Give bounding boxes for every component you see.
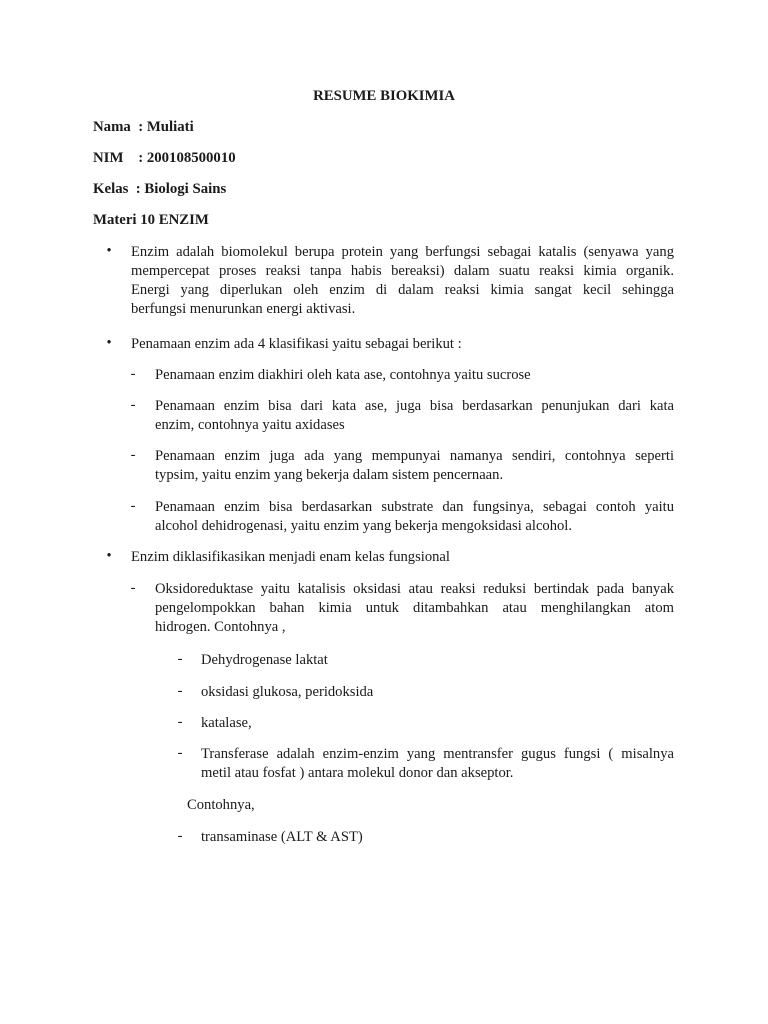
paragraph-line: mempercepat proses reaksi tanpa habis bereaksi) dalam suatu reaksi kimia organik. bbox=[131, 263, 674, 279]
paragraph-line: berfungsi menurunkan energi aktivasi. bbox=[131, 301, 356, 317]
example-line: katalase, bbox=[201, 715, 252, 731]
paragraph-naming bbox=[131, 335, 674, 354]
dash-marker: - bbox=[177, 714, 183, 730]
item-line: enzim, contohnya yaitu axidases bbox=[155, 417, 345, 433]
dash-marker: - bbox=[177, 745, 183, 761]
example-item-2 bbox=[201, 683, 674, 702]
paragraph-line: Enzim diklasifikasikan menjadi enam kelas fungsional bbox=[131, 549, 450, 565]
item-line: typsim, yaitu enzim yang bekerja dalam sistem pencernaan. bbox=[155, 467, 504, 483]
item-line: pengelompokkan bahan kimia untuk ditambahkan atau menghilangkan atom bbox=[155, 600, 674, 616]
name-label: Nama : bbox=[93, 119, 147, 135]
dash-marker: - bbox=[177, 651, 183, 667]
nim-value: 200108500010 bbox=[146, 150, 236, 166]
class-row bbox=[93, 181, 226, 198]
paragraph-classes bbox=[131, 548, 674, 567]
item-line: Penamaan enzim bisa dari kata ase, juga bisa berdasarkan penunjukan dari kata bbox=[155, 398, 674, 414]
example-line: transaminase (ALT & AST) bbox=[201, 829, 363, 845]
paragraph-line: Enzim adalah biomolekul berupa protein yang berfungsi sebagai katalis (senyawa yang bbox=[131, 244, 674, 260]
contohnya-text: Contohnya, bbox=[187, 797, 255, 813]
class-label: Kelas : bbox=[93, 181, 145, 197]
naming-item-2 bbox=[155, 397, 674, 435]
item-line: Penamaan enzim bisa berdasarkan substrate dan fungsinya, sebagai contoh yaitu bbox=[155, 499, 674, 515]
item-line: hidrogen. Contohnya , bbox=[155, 619, 286, 635]
naming-item-1 bbox=[155, 366, 674, 385]
item-line: Penamaan enzim juga ada yang mempunyai namanya sendiri, contohnya seperti bbox=[155, 448, 674, 464]
bullet-marker: • bbox=[106, 243, 112, 259]
item-line: metil atau fosfat ) antara molekul donor dan akseptor. bbox=[201, 765, 514, 781]
bullet-marker: • bbox=[106, 335, 112, 351]
transferase-item bbox=[201, 745, 674, 783]
name-row bbox=[93, 119, 194, 136]
paragraph-enzim-definition bbox=[131, 243, 674, 319]
dash-marker: - bbox=[177, 683, 183, 699]
nim-row bbox=[93, 150, 236, 167]
item-line: Penamaan enzim diakhiri oleh kata ase, contohnya yaitu sucrose bbox=[155, 367, 531, 383]
nim-label: NIM : bbox=[93, 150, 147, 166]
transaminase-item bbox=[201, 828, 674, 847]
example-item-3 bbox=[201, 714, 674, 733]
document-title: RESUME BIOKIMIA bbox=[313, 88, 455, 104]
dash-marker: - bbox=[130, 580, 136, 596]
naming-item-3 bbox=[155, 447, 674, 485]
item-line: alcohol dehidrogenasi, yaitu enzim yang bekerja mengoksidasi alcohol. bbox=[155, 518, 573, 534]
dash-marker: - bbox=[130, 498, 136, 514]
oksidoreduktase-item bbox=[155, 580, 674, 637]
example-item-1 bbox=[201, 651, 674, 670]
dash-marker: - bbox=[177, 828, 183, 844]
item-line: Transferase adalah enzim-enzim yang mentransfer gugus fungsi ( misalnya bbox=[201, 746, 674, 762]
name-value: Muliati bbox=[146, 119, 194, 135]
class-value: Biologi Sains bbox=[144, 181, 227, 197]
section-heading: Materi 10 ENZIM bbox=[93, 212, 209, 228]
example-line: oksidasi glukosa, peridoksida bbox=[201, 684, 374, 700]
bullet-marker: • bbox=[106, 548, 112, 564]
paragraph-line: Energi yang diperlukan oleh enzim di dalam reaksi kimia sangat kecil sehingga bbox=[131, 282, 674, 298]
contohnya-label bbox=[187, 796, 487, 815]
item-line: Oksidoreduktase yaitu katalisis oksidasi atau reaksi reduksi bertindak pada banyak bbox=[155, 581, 674, 597]
dash-marker: - bbox=[130, 366, 136, 382]
dash-marker: - bbox=[130, 397, 136, 413]
example-line: Dehydrogenase laktat bbox=[201, 652, 328, 668]
paragraph-line: Penamaan enzim ada 4 klasifikasi yaitu sebagai berikut : bbox=[131, 336, 462, 352]
dash-marker: - bbox=[130, 447, 136, 463]
naming-item-4 bbox=[155, 498, 674, 536]
